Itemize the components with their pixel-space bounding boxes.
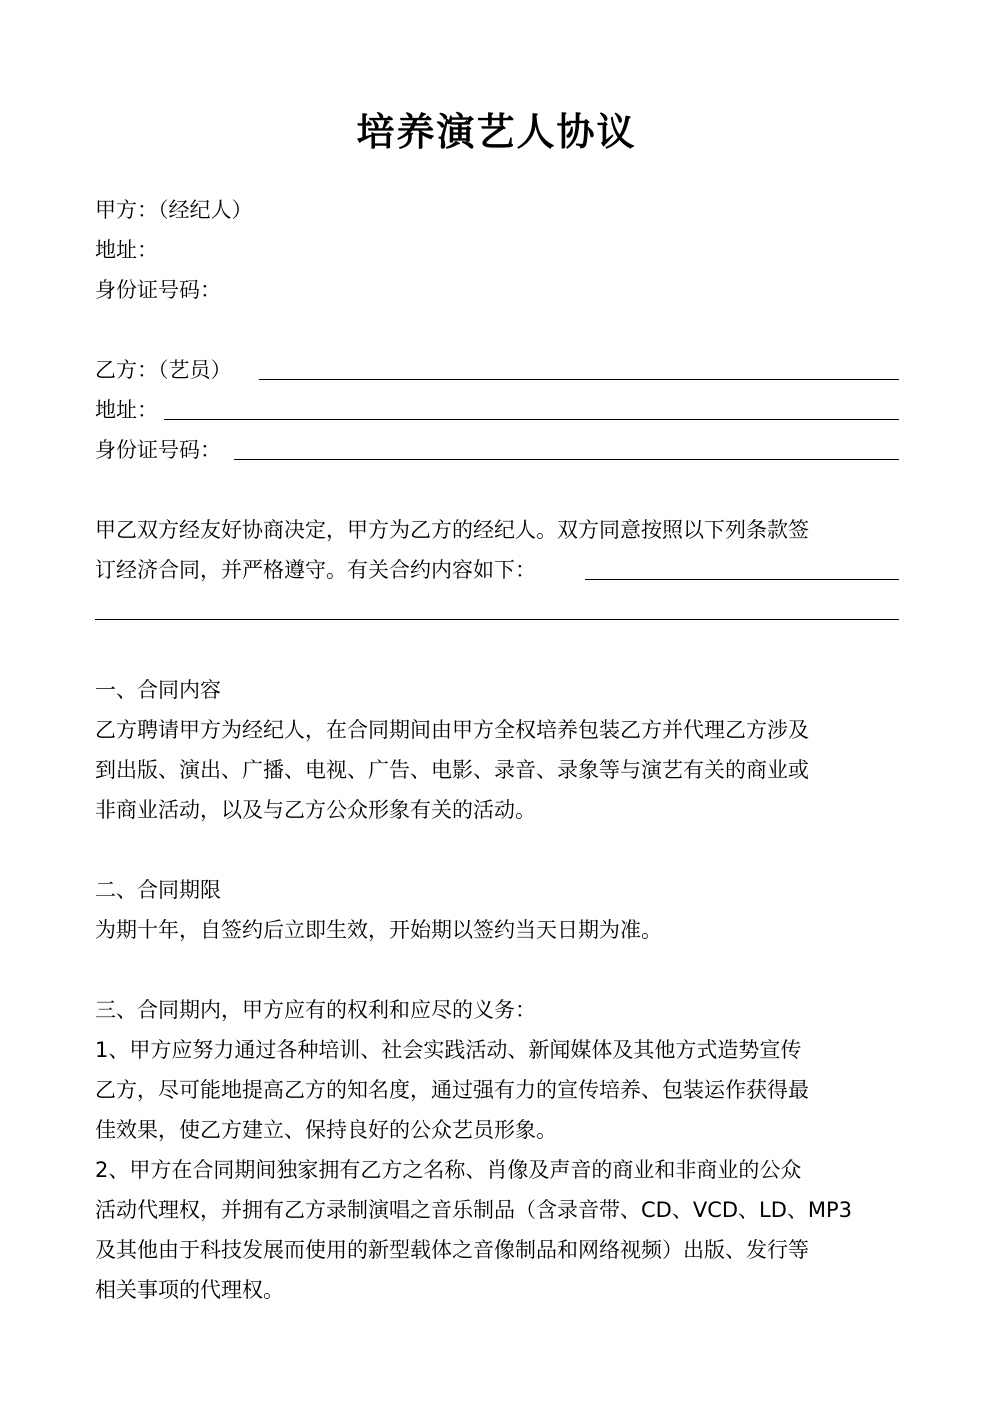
intro-content-blank	[585, 579, 899, 580]
section-1-line: 到出版、演出、广播、电视、广告、电影、录音、录象等与演艺有关的商业或	[95, 758, 809, 782]
section-1-line: 非商业活动，以及与乙方公众形象有关的活动。	[95, 798, 536, 822]
party-a-id-label: 身份证号码：	[95, 278, 221, 302]
party-b-id-blank	[234, 459, 899, 460]
party-b-label: 乙方：（艺员）	[95, 358, 232, 382]
section-3-item-1	[95, 1030, 900, 1150]
section-2-line: 为期十年，自签约后立即生效，开始期以签约当天日期为准。	[95, 918, 662, 942]
section-1-heading: 一、合同内容	[95, 678, 221, 702]
section-3-item-2-line: 2、甲方在合同期间独家拥有乙方之名称、肖像及声音的商业和非商业的公众	[95, 1158, 802, 1182]
section-3-item-2-line: 及其他由于科技发展而使用的新型载体之音像制品和网络视频）出版、发行等	[95, 1238, 809, 1262]
party-b-name-blank	[259, 379, 899, 380]
section-1-body	[95, 710, 900, 830]
party-b-id-label: 身份证号码：	[95, 438, 221, 462]
party-a-label: 甲方：（经纪人）	[95, 198, 253, 222]
section-2-body	[95, 910, 900, 950]
party-a-address-label: 地址：	[95, 238, 158, 262]
section-3-item-1-line: 佳效果，使乙方建立、保持良好的公众艺员形象。	[95, 1118, 557, 1142]
section-2-heading: 二、合同期限	[95, 878, 221, 902]
intro-line: 甲乙双方经友好协商决定，甲方为乙方的经纪人。双方同意按照以下列条款签	[95, 518, 809, 542]
intro-content-blank-line2	[95, 619, 899, 620]
section-1-line: 乙方聘请甲方为经纪人，在合同期间由甲方全权培养包装乙方并代理乙方涉及	[95, 718, 809, 742]
intro-paragraph	[95, 510, 900, 590]
party-b-address-label: 地址：	[95, 398, 158, 422]
section-3-item-2-line: 活动代理权，并拥有乙方录制演唱之音乐制品（含录音带、CD、VCD、LD、MP3	[95, 1198, 853, 1222]
section-3-item-1-line: 1、甲方应努力通过各种培训、社会实践活动、新闻媒体及其他方式造势宣传	[95, 1038, 802, 1062]
intro-line: 订经济合同，并严格遵守。有关合约内容如下：	[95, 558, 536, 582]
section-3-item-2-line: 相关事项的代理权。	[95, 1278, 284, 1302]
document-title: 培养演艺人协议	[356, 109, 637, 154]
section-3-item-2	[95, 1150, 900, 1310]
section-3-item-1-line: 乙方，尽可能地提高乙方的知名度，通过强有力的宣传培养、包装运作获得最	[95, 1078, 809, 1102]
section-3-heading: 三、合同期内，甲方应有的权利和应尽的义务：	[95, 998, 536, 1022]
party-b-address-blank	[164, 419, 899, 420]
